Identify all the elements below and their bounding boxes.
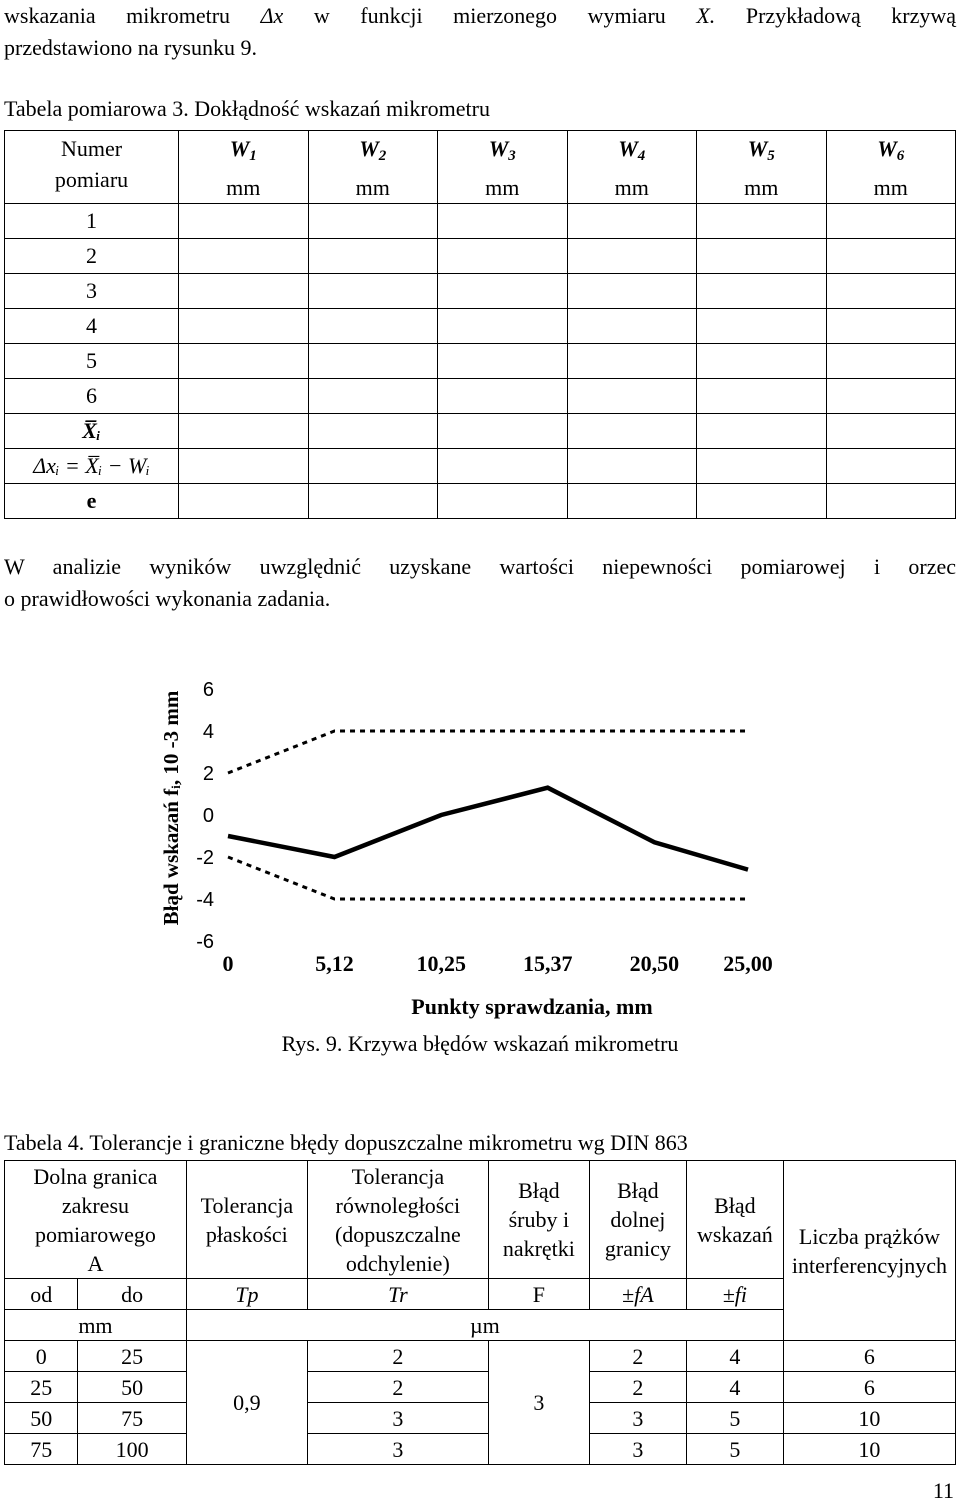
table3-header-w6: $W_6$ mm: [826, 131, 956, 204]
x-tick-label: 5,12: [315, 951, 354, 976]
table3-e-row: e: [5, 484, 956, 519]
table-row: 25 50 2 2 4 6: [5, 1372, 956, 1403]
table4-screw-value: 3: [488, 1341, 589, 1465]
table4-symbol-row: od do Tp Tr F ±fA ±fi: [5, 1279, 956, 1310]
table4-flatness-value: 0,9: [186, 1341, 307, 1465]
table-row: 5: [5, 344, 956, 379]
y-tick-label: 0: [202, 805, 214, 827]
table4-header-range: Dolna granica zakresu pomiarowego A: [5, 1161, 187, 1279]
figure-caption: Rys. 9. Krzywa błędów wskazań mikrometru: [281, 1031, 679, 1056]
table4-header-lower-limit: Błąd dolnej granicy: [589, 1161, 686, 1279]
table4-caption: Tabela 4. Tolerancje i graniczne błędy dopuszczalne mikrometru wg DIN 863: [4, 1130, 688, 1155]
y-tick-label: 2: [202, 763, 214, 785]
error-curve-chart: [0, 660, 960, 1030]
tolerance-table-4: [4, 1160, 956, 1465]
table4-unit-row: mm µm: [5, 1310, 956, 1341]
x-tick-label: 0: [222, 951, 234, 976]
page-number: 11: [932, 1478, 954, 1503]
table-row: 75 100 3 3 5 10: [5, 1434, 956, 1465]
x-tick-label: 10,25: [416, 951, 466, 976]
chart-x-axis-label: Punkty sprawdzania, mm: [411, 994, 653, 1019]
table4-header-parallelism: Tolerancja równoległości (dopuszczalne odchylenie): [307, 1161, 488, 1279]
intro-line-2: przedstawiono na rysunku 9.: [4, 35, 257, 60]
table-row: 0 25 0,9 2 3 2 4 6: [5, 1341, 956, 1372]
y-tick-label: -4: [196, 889, 214, 911]
table-row: 2: [5, 239, 956, 274]
x-tick-label: 20,50: [629, 951, 680, 976]
table3-header-w1: $W_1$ mm: [179, 131, 309, 204]
table4-header-indication: Błąd wskazań: [686, 1161, 783, 1279]
table-row: 6: [5, 379, 956, 414]
x-tick-label: 15,37: [522, 951, 573, 976]
table3-header-row: [5, 131, 956, 204]
table3-header-number: Numer pomiaru: [5, 131, 179, 204]
intro-paragraph: [4, 0, 956, 64]
table3-header-w2: $W_2$ mm: [308, 131, 438, 204]
tolerance-limit-line: [228, 857, 748, 899]
table3-header-w4: $W_4$ mm: [567, 131, 697, 204]
table3-mean-row: X̅ᵢ: [5, 414, 956, 449]
table-row: 4: [5, 309, 956, 344]
table3-caption: Tabela pomiarowa 3. Dokłądność wskazań mikrometru: [4, 96, 490, 121]
table3-delta-row: Δxᵢ = X̅ᵢ − Wᵢ: [5, 449, 956, 484]
y-tick-label: -6: [196, 931, 214, 953]
table4-header-row: [5, 1161, 956, 1279]
tolerance-limit-line: [228, 731, 748, 773]
chart-y-axis-label: Błąd wskazań fᵢ, 10 -3 mm: [159, 690, 183, 926]
error-curve-line: [228, 788, 748, 870]
y-tick-label: 6: [202, 679, 214, 701]
analysis-paragraph: W analizie wyników uwzględnić uzyskane wartości niepewności pomiarowej i orzec o prawidłowości wykonania zadania.: [4, 554, 956, 611]
table3-header-w3: $W_3$ mm: [438, 131, 568, 204]
table3-header-w5: $W_5$ mm: [697, 131, 827, 204]
table4-header-fringes: Liczba prążków interferencyjnych: [783, 1161, 955, 1341]
table-row: 50 75 3 3 5 10: [5, 1403, 956, 1434]
table-row: 3: [5, 274, 956, 309]
intro-line-1: wskazania mikrometru Δx w funkcji mierzonego wymiaru X. Przykładową krzywą: [4, 3, 957, 28]
y-tick-label: 4: [202, 721, 214, 743]
x-tick-label: 25,00: [723, 951, 773, 976]
table4-header-flatness: Tolerancja płaskości: [186, 1161, 307, 1279]
table4-header-screw: Błąd śruby i nakrętki: [488, 1161, 589, 1279]
y-tick-label: -2: [196, 847, 214, 869]
table-row: 1: [5, 204, 956, 239]
measurement-table-3: [4, 130, 956, 519]
